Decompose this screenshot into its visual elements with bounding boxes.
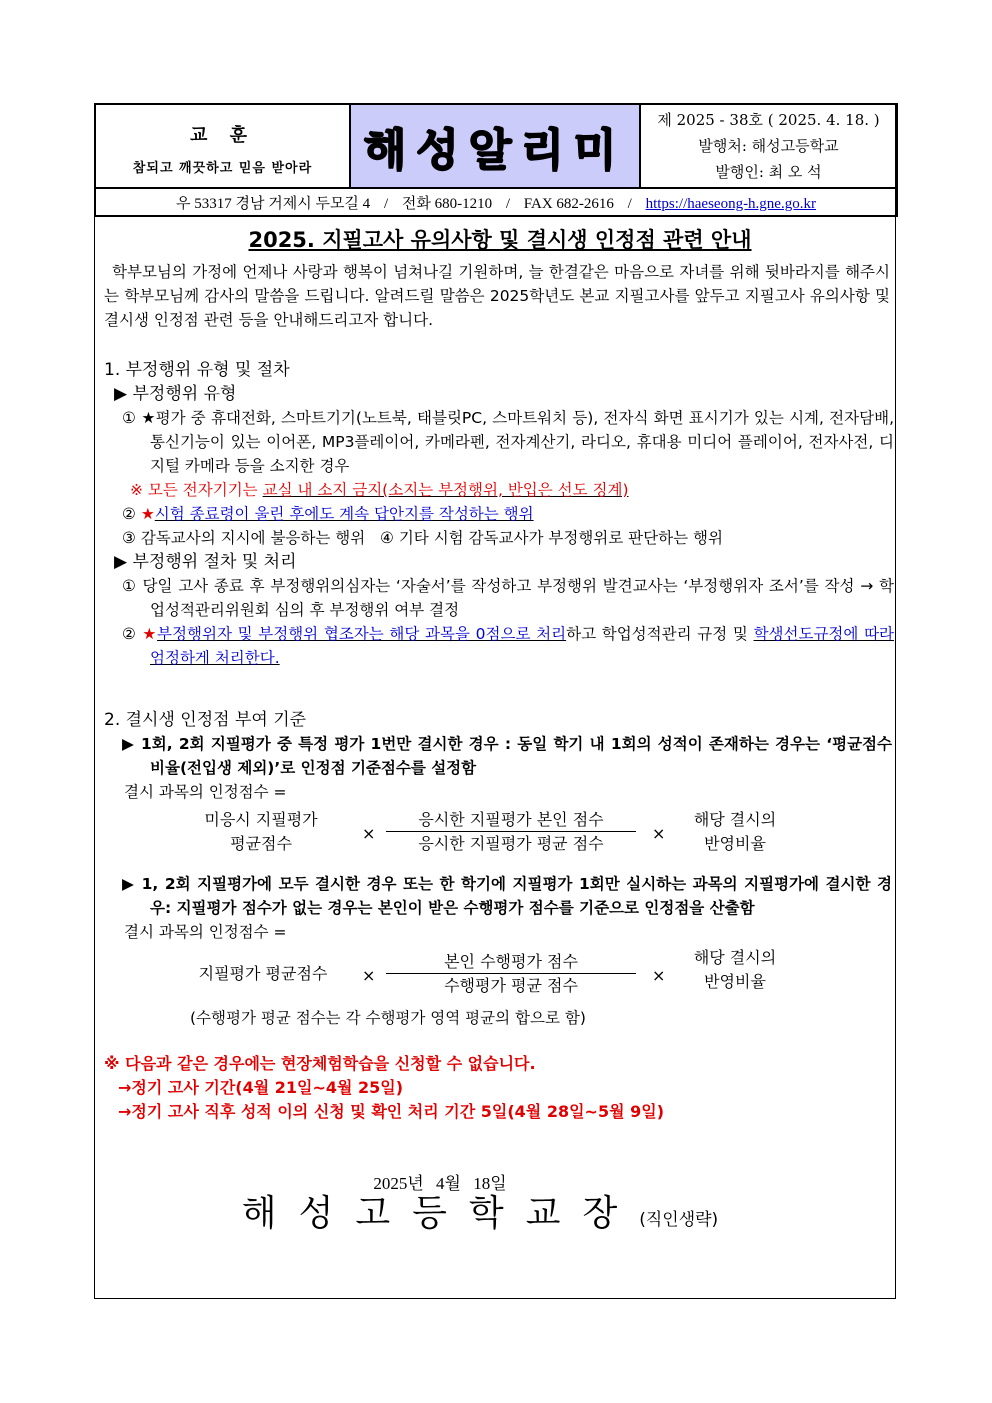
item-number: ① [122,409,137,427]
section1-heading: 1. 부정행위 유형 및 절차 [104,360,290,380]
formula-rhs [680,946,790,994]
numerator: 응시한 지필평가 본인 점수 [386,808,636,832]
seal-note: (직인생략) [639,1210,719,1230]
lhs-line1: 미응시 지필평가 [204,810,318,829]
newsletter-header [94,103,898,217]
formula-footnote: (수행평가 평균 점수는 각 수행평가 영역 평균의 합으로 함) [190,1009,586,1027]
postal-address: 우 53317 경남 거제시 두모길 4 [176,195,371,212]
formula-fraction [386,808,636,856]
lhs-line2: 평균점수 [230,834,292,853]
section2-heading: 2. 결시생 인정점 부여 기준 [104,710,307,730]
issue-info [640,104,897,188]
warning-item: →정기 고사 직후 성적 이의 신청 및 확인 처리 기간 5일(4월 28일~5월 9일) [118,1102,665,1121]
formula-fraction [386,950,636,998]
item-text: 평가 중 휴대전화, 스마트기기(노트북, 태블릿PC, 스마트워치 등), 전자식 화면 표시기가 있는 시계, 전자담배, 통신기능이 있는 이어폰, MP3플레이어, 카메라펜, 전자계산기, 라디오, 휴대용 미디어 플레이어, 전자사전, 디지털 카메라 등을 소지한 경우 [150,409,894,475]
issue-date: 2025년 4월 18일 [373,1174,507,1193]
star-icon: ★ [142,625,158,643]
issuer: 발행인: 최 오 석 [715,163,822,181]
formula-2 [104,950,896,1006]
separator: / [627,195,632,212]
times-sign: × [362,966,376,985]
issue-number: 제 2025 - 38호 ( 2025. 4. 18. ) [657,111,880,129]
numerator: 본인 수행평가 점수 [386,950,636,974]
separator: / [383,195,389,212]
principal-title: 해성고등학교장 [241,1193,640,1234]
formula-rhs [680,808,790,856]
school-website-link[interactable]: https://haeseong-h.gne.go.kr [645,195,816,212]
warning-heading: ※ 다음과 같은 경우에는 현장체험학습을 신청할 수 없습니다. [104,1054,536,1073]
motto-title: 교 훈 [189,124,256,146]
item-text: 당일 고사 종료 후 부정행위의심자는 ‘자술서’를 작성하고 부정행위 발견교사는 ‘부정행위자 조서’를 작성 → 학업성적관리위원회 심의 후 부정행위 여부 결정 [142,577,894,619]
item-3: ③ 감독교사의 지시에 불응하는 행위 [122,529,366,547]
misconduct-types-heading: ▶ 부정행위 유형 [114,384,237,404]
item-text-blue: 부정행위자 및 부정행위 협조자는 해당 과목을 0점으로 처리 [157,625,567,643]
times-sign: × [362,824,376,843]
note-underlined: 교실 내 소지 금지(소지는 부정행위, 반입은 선도 징계) [262,481,629,499]
formula-1 [104,808,896,864]
address-bar [95,188,897,216]
item-text: 시험 종료령이 울린 후에도 계속 답안지를 작성하는 행위 [154,505,534,523]
intro-paragraph: 학부모님의 가정에 언제나 사랑과 행복이 넘쳐나길 기원하며, 늘 한결같은 마음으로 자녀를 위해 뒷바라지를 해주시는 학부모님께 감사의 말씀을 드립니다. 알려드릴 말씀은 2025학년도 본교 지필고사를 앞두고 지필고사 유의사항 및 결시생 인정점 관련 등을 안내해드리고자 합니다. [104,263,890,329]
principal-signature [104,1193,896,1234]
note-prefix: ※ 모든 전자기기는 [130,481,263,499]
school-motto [95,104,350,188]
document-title [104,228,896,252]
banner-title: 해성알리미 [363,125,627,176]
case1-text: ▶ 1회, 2회 지필평가 중 특정 평가 1번만 결시한 경우 : 동일 학기 내 1회의 성적이 존재하는 경우는 ‘평균점수 비율(전입생 제외)’로 인정점 기준점수를 설정함 [122,735,892,777]
times-sign: × [652,824,666,843]
device-ban-note [130,478,896,502]
procedure-item-1 [110,574,896,622]
misconduct-item-3-4 [110,526,896,550]
item-text: 하고 학업성적관리 규정 및 [566,625,754,643]
field-trip-warning [104,1052,896,1124]
denominator: 응시한 지필평가 평균 점수 [418,834,604,853]
separator: / [505,195,511,212]
item-4: ④ 기타 시험 감독교사가 부정행위로 판단하는 행위 [380,529,723,547]
denominator: 수행평가 평균 점수 [444,976,578,995]
formula-label: 결시 과목의 인정점수 = [124,923,287,941]
item-number: ② [122,505,136,523]
procedure-item-2 [110,622,896,670]
rhs-line1: 해당 결시의 [693,810,777,829]
rhs-line1: 해당 결시의 [693,948,777,967]
phone-number: 전화 680-1210 [401,195,493,212]
case2-text: ▶ 1, 2회 지필평가에 모두 결시한 경우 또는 한 학기에 지필평가 1회만 실시하는 과목의 지필평가에 결시한 경우: 지필평가 점수가 없는 경우는 본인이 받은 수행평가 점수를 기준으로 인정점을 산출함 [122,875,892,917]
misconduct-item-1 [110,406,896,478]
rhs-line2: 반영비율 [704,972,766,991]
fax-number: FAX 682-2616 [523,195,614,212]
item-number: ② [122,625,137,643]
document-body [104,228,896,1232]
formula-label: 결시 과목의 인정점수 = [124,783,287,801]
publisher: 발행처: 해성고등학교 [698,137,839,155]
star-icon: ★ [140,505,155,523]
misconduct-item-2 [110,502,896,526]
star-icon: ★ [141,409,156,427]
rhs-line2: 반영비율 [704,834,766,853]
procedure-heading: ▶ 부정행위 절차 및 처리 [114,552,297,572]
warning-item: →정기 고사 기간(4월 21일~4월 25일) [118,1078,404,1097]
item-text-blue-2: 학생선도규정에 따라 엄정하게 처리한다. [150,625,895,667]
formula-lhs [196,808,326,856]
item-number: ① [122,577,137,595]
document-title-text: 2025. 지필고사 유의사항 및 결시생 인정점 관련 안내 [248,228,752,252]
motto-text: 참되고 깨끗하고 믿음 받아라 [132,160,313,176]
newsletter-banner [350,104,640,188]
times-sign: × [652,966,666,985]
formula-lhs: 지필평가 평균점수 [198,964,328,983]
